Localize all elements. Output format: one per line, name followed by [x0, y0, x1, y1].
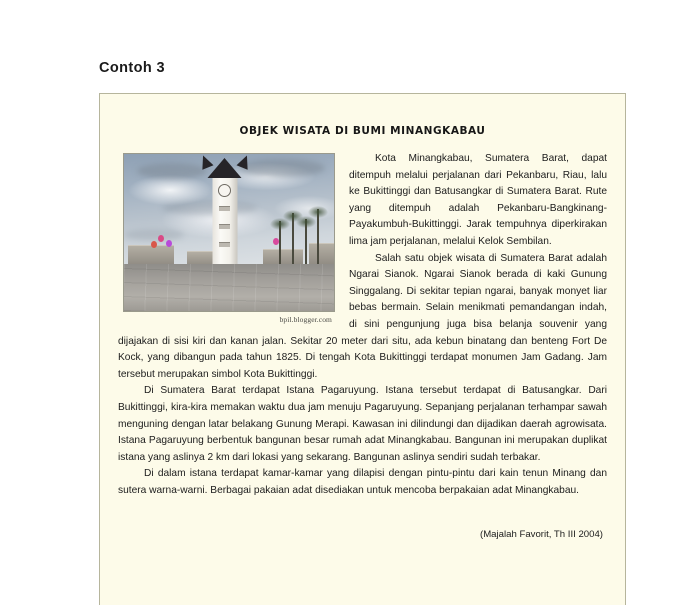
- paragraph-4: Di dalam istana terdapat kamar-kamar yang dilapisi dengan pintu-pintu dari kain tenun Minang dan sutera warna-warni. Berbagai pakaian adat disediakan untuk mencoba berpakaian adat Minangkabau.: [118, 468, 607, 496]
- photo-credit: bpil.blogger.com: [279, 315, 332, 324]
- photo-tower-window: [219, 206, 230, 211]
- photo-balloon: [158, 235, 164, 242]
- jam-gadang-photo: [123, 153, 335, 312]
- photo-clock-face: [218, 184, 231, 197]
- photo-palm-tree: [317, 209, 319, 267]
- photo-palm-tree: [279, 221, 281, 267]
- article-photo-figure: [123, 153, 335, 324]
- photo-plaza-ground: [124, 264, 334, 311]
- photo-palm-tree: [292, 213, 294, 267]
- photo-tower-roof: [208, 158, 242, 178]
- example-heading: Contoh 3: [99, 60, 166, 76]
- source-citation: (Majalah Favorit, Th III 2004): [480, 529, 603, 541]
- article-title: OBJEK WISATA DI BUMI MINANGKABAU: [239, 125, 486, 137]
- photo-tower-window: [219, 224, 230, 229]
- photo-cloud: [240, 159, 325, 177]
- paragraph-1: Kota Minangkabau, Sumatera Barat, dapat ditempuh melalui perjalanan dari Pekanbaru, Riau, lalu ke Bukittinggi dan Batusangkar di Sumatera Barat. Rute yang ditempuh adalah Pekanbaru-Bangkinang-Payakumbuh-Bukittinggi. Jarak tempuhnya diperkirakan lima jam perjalanan, melalui Kelok Sembilan.: [349, 153, 607, 247]
- article-box: [99, 93, 626, 605]
- paragraph-3: Di Sumatera Barat terdapat Istana Pagaruyung. Istana tersebut terdapat di Batusangkar. Dari Bukittinggi, kira-kira memakan waktu dua jam menuju Pagaruyung. Sepanjang perjalanan terhampar sawah menguning dengan latar belakang Gunung Merapi. Kawasan ini dilindungi dan dijadikan daerah agrowisata. Istana Pagaruyung berbentuk bangunan besar rumah adat Minangkabau. Bangunan ini merupakan duplikat istana yang aslinya 2 km dari lokasi yang sekarang. Bangunan aslinya sendiri sudah terbakar.: [118, 385, 607, 463]
- photo-palm-tree: [305, 219, 307, 267]
- photo-clock-tower: [212, 178, 237, 270]
- paragraph-2: Salah satu objek wisata di Sumatera Barat adalah Ngarai Sianok. Ngarai Sianok berada di kaki Gunung Singgalang. Di sekitar tepian ngarai, banyak monyet liar bebas bermain. Selain menikmati pemandangan indah, di sini pengunjung juga bisa belanja souvenir yang dijajakan di sisi kiri dan kanan jalan. Sekitar 20 meter dari situ, ada kebun binatang dan benteng Fort De Kock, yang dibangun pada tahun 1825. Di tengah Kota Bukittinggi terdapat monumen Jam Gadang. Jam tersebut merupakan simbol Kota Bukittinggi.: [118, 252, 607, 380]
- photo-balloon: [166, 240, 172, 247]
- photo-cloud: [162, 201, 257, 215]
- photo-tower-window: [219, 242, 230, 247]
